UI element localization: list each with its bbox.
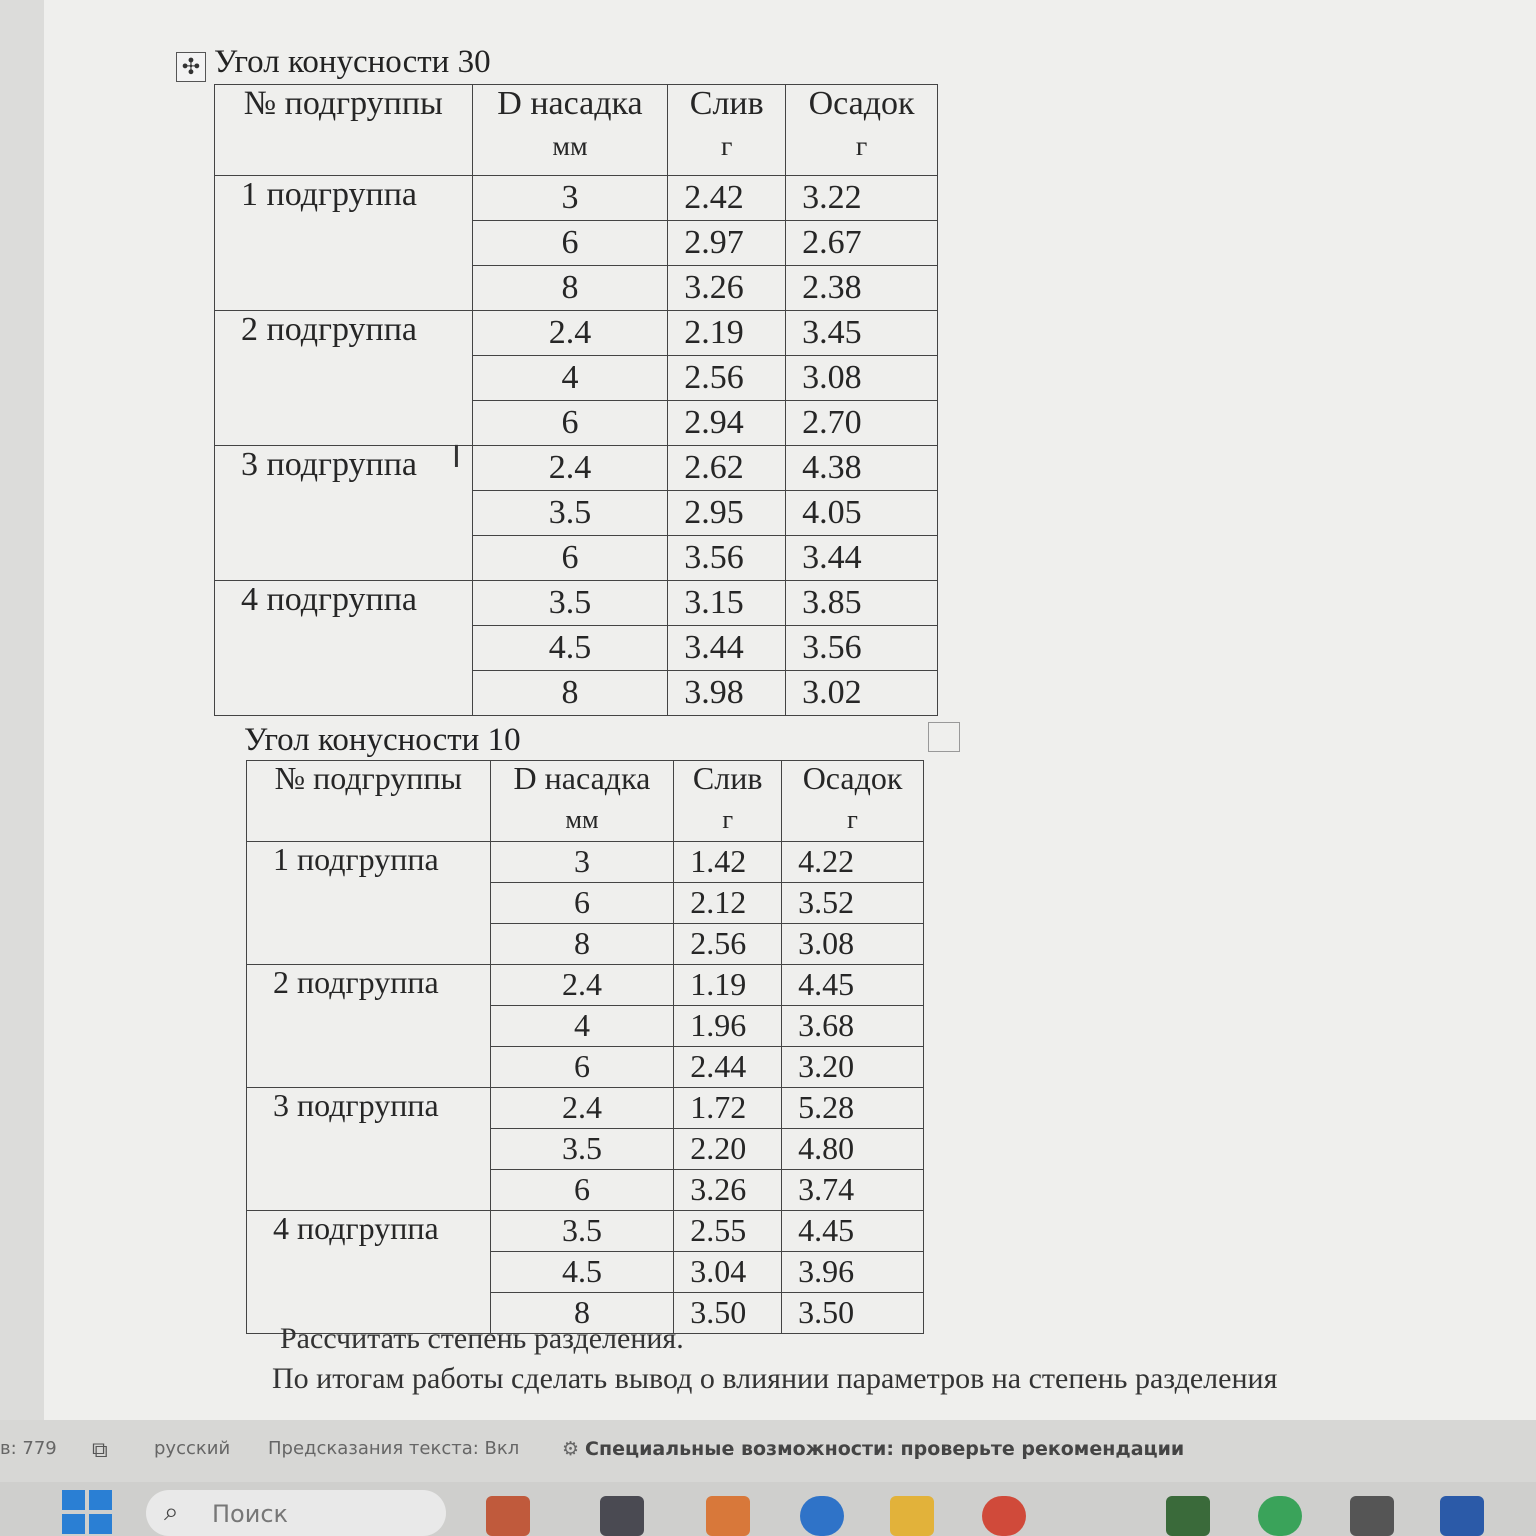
diameter-cell[interactable]: 2.4 [472, 311, 668, 356]
header-diameter-unit: мм [552, 131, 588, 163]
header-sediment-unit: г [847, 805, 858, 835]
sediment-cell[interactable]: 4.38 [786, 446, 938, 491]
word-app-icon[interactable] [1440, 1496, 1484, 1536]
table-header-row [215, 85, 938, 176]
diameter-cell[interactable]: 8 [472, 266, 668, 311]
header-sediment-cell[interactable] [782, 761, 924, 842]
sediment-cell[interactable]: 4.22 [782, 842, 924, 883]
diameter-cell[interactable]: 3.5 [472, 491, 668, 536]
start-tile [62, 1490, 85, 1510]
word-count-indicator[interactable]: в: 779 [0, 1438, 57, 1459]
table-row [215, 446, 938, 491]
table-row [215, 311, 938, 356]
sediment-cell[interactable]: 3.74 [782, 1170, 924, 1211]
subgroup-label-cell[interactable]: 3 подгруппа [247, 1088, 491, 1211]
drain-cell[interactable]: 1.19 [674, 965, 782, 1006]
start-tile [89, 1514, 112, 1534]
taskbar-app-icon[interactable] [706, 1496, 750, 1536]
diameter-cell[interactable]: 4.5 [472, 626, 668, 671]
drain-cell[interactable]: 3.15 [668, 581, 786, 626]
header-drain-label: Слив [689, 85, 764, 122]
drain-cell[interactable]: 3.50 [674, 1293, 782, 1334]
subgroup-label-cell[interactable]: 4 подгруппа [247, 1211, 491, 1334]
sediment-cell[interactable]: 3.08 [786, 356, 938, 401]
header-diameter-unit: мм [565, 805, 599, 835]
language-indicator[interactable]: русский [154, 1438, 231, 1459]
drain-cell[interactable]: 2.56 [668, 356, 786, 401]
diameter-cell[interactable]: 2.4 [490, 965, 674, 1006]
sediment-cell[interactable]: 3.56 [786, 626, 938, 671]
sediment-cell[interactable]: 4.45 [782, 965, 924, 1006]
header-group-cell[interactable] [247, 761, 491, 842]
diameter-cell[interactable]: 8 [490, 1293, 674, 1334]
header-sediment-label: Осадок [808, 85, 915, 122]
drain-cell[interactable]: 1.96 [674, 1006, 782, 1047]
taskbar-app-icon[interactable] [486, 1496, 530, 1536]
diameter-cell[interactable]: 6 [490, 883, 674, 924]
accessibility-label: Специальные возможности: проверьте рекомендации [585, 1438, 1185, 1460]
taskbar-search-box[interactable] [146, 1490, 446, 1536]
word-status-bar [0, 1420, 1536, 1482]
diameter-cell[interactable]: 6 [472, 401, 668, 446]
table-row [215, 581, 938, 626]
sediment-cell[interactable]: 3.85 [786, 581, 938, 626]
header-group-label: № подгруппы [243, 85, 443, 122]
header-group-cell[interactable] [215, 85, 473, 176]
table-2 [246, 760, 924, 1334]
diameter-cell[interactable]: 6 [472, 221, 668, 266]
folder-icon[interactable] [890, 1496, 934, 1536]
drain-cell[interactable]: 1.42 [674, 842, 782, 883]
sediment-cell[interactable]: 2.67 [786, 221, 938, 266]
taskbar-search-label: Поиск [212, 1500, 289, 1528]
sediment-cell[interactable]: 2.70 [786, 401, 938, 446]
table-row [247, 1211, 924, 1252]
sediment-cell[interactable]: 3.20 [782, 1047, 924, 1088]
search-icon: ⌕ [164, 1497, 179, 1527]
header-drain-label: Слив [692, 760, 763, 796]
diameter-cell[interactable]: 3 [472, 176, 668, 221]
start-tile [89, 1490, 112, 1510]
drain-cell[interactable]: 2.55 [674, 1211, 782, 1252]
drain-cell[interactable]: 2.62 [668, 446, 786, 491]
drain-cell[interactable]: 2.44 [674, 1047, 782, 1088]
table-row [247, 842, 924, 883]
windows-start-icon[interactable] [62, 1490, 112, 1534]
diameter-cell[interactable]: 8 [472, 671, 668, 716]
header-group-label: № подгруппы [274, 760, 463, 796]
sediment-cell[interactable]: 3.96 [782, 1252, 924, 1293]
drain-cell[interactable]: 3.26 [668, 266, 786, 311]
header-diameter-cell[interactable] [472, 85, 668, 176]
sediment-cell[interactable]: 4.80 [782, 1129, 924, 1170]
taskbar-app-icon[interactable] [1166, 1496, 1210, 1536]
sediment-cell[interactable]: 3.52 [782, 883, 924, 924]
table-row [247, 1088, 924, 1129]
header-sediment-unit: г [855, 131, 868, 163]
diameter-cell[interactable]: 4.5 [490, 1252, 674, 1293]
table-end-marker [928, 722, 960, 752]
table-header-row [247, 761, 924, 842]
drain-cell[interactable]: 2.97 [668, 221, 786, 266]
sediment-cell[interactable]: 3.50 [782, 1293, 924, 1334]
table-1 [214, 84, 938, 716]
taskbar-app-icon[interactable] [800, 1496, 844, 1536]
header-drain-unit: г [721, 131, 733, 163]
accessibility-icon: ⚙ [562, 1438, 580, 1460]
sediment-cell[interactable]: 3.45 [786, 311, 938, 356]
header-diameter-label: D насадка [497, 85, 643, 122]
drain-cell[interactable]: 2.94 [668, 401, 786, 446]
header-drain-unit: г [722, 805, 734, 835]
table-row [247, 965, 924, 1006]
start-tile [62, 1514, 85, 1534]
sediment-cell[interactable]: 3.02 [786, 671, 938, 716]
header-diameter-label: D насадка [513, 760, 651, 796]
diameter-cell[interactable]: 3 [490, 842, 674, 883]
drain-cell[interactable]: 3.26 [674, 1170, 782, 1211]
page-left-gutter [0, 0, 44, 1420]
diameter-cell[interactable]: 6 [472, 536, 668, 581]
drain-cell[interactable]: 3.44 [668, 626, 786, 671]
subgroup-label-cell[interactable]: 4 подгруппа [215, 581, 473, 716]
taskbar-app-icon[interactable] [1350, 1496, 1394, 1536]
drain-cell[interactable]: 3.56 [668, 536, 786, 581]
drain-cell[interactable]: 3.04 [674, 1252, 782, 1293]
sediment-cell[interactable]: 3.44 [786, 536, 938, 581]
sediment-cell[interactable]: 2.38 [786, 266, 938, 311]
diameter-cell[interactable]: 8 [490, 924, 674, 965]
drain-cell[interactable]: 2.19 [668, 311, 786, 356]
diameter-cell[interactable]: 3.5 [490, 1211, 674, 1252]
text-predictions-indicator[interactable]: Предсказания текста: Вкл [268, 1438, 520, 1459]
drain-cell[interactable]: 2.56 [674, 924, 782, 965]
sediment-cell[interactable]: 4.05 [786, 491, 938, 536]
windows-taskbar [0, 1482, 1536, 1536]
accessibility-indicator[interactable] [562, 1438, 1184, 1460]
sediment-cell[interactable]: 3.22 [786, 176, 938, 221]
drain-cell[interactable]: 1.72 [674, 1088, 782, 1129]
header-drain-cell[interactable] [668, 85, 786, 176]
header-drain-cell[interactable] [674, 761, 782, 842]
table-2-caption: Угол конусности 10 [244, 722, 521, 758]
subgroup-label-cell[interactable]: 3 подгруппа [215, 446, 473, 581]
diameter-cell[interactable]: 6 [490, 1170, 674, 1211]
table-row [215, 176, 938, 221]
messenger-icon[interactable] [1258, 1496, 1302, 1536]
diameter-cell[interactable]: 2.4 [472, 446, 668, 491]
sediment-cell[interactable]: 3.08 [782, 924, 924, 965]
diameter-cell[interactable]: 2.4 [490, 1088, 674, 1129]
drain-cell[interactable]: 2.42 [668, 176, 786, 221]
diameter-cell[interactable]: 4 [472, 356, 668, 401]
header-diameter-cell[interactable] [490, 761, 674, 842]
diameter-cell[interactable]: 3.5 [472, 581, 668, 626]
drain-cell[interactable]: 2.12 [674, 883, 782, 924]
taskbar-app-icon[interactable] [600, 1496, 644, 1536]
header-sediment-label: Осадок [802, 760, 903, 796]
header-sediment-cell[interactable] [786, 85, 938, 176]
sediment-cell[interactable]: 4.45 [782, 1211, 924, 1252]
proofing-icon[interactable]: ⧉ [92, 1438, 108, 1463]
browser-icon[interactable] [982, 1496, 1026, 1536]
instruction-line-2: По итогам работы сделать вывод о влиянии параметров на степень разделения [272, 1362, 1278, 1395]
sediment-cell[interactable]: 3.68 [782, 1006, 924, 1047]
sediment-cell[interactable]: 5.28 [782, 1088, 924, 1129]
subgroup-label-cell[interactable]: 2 подгруппа [215, 311, 473, 446]
drain-cell[interactable]: 2.95 [668, 491, 786, 536]
subgroup-label-cell[interactable]: 1 подгруппа [215, 176, 473, 311]
table-1-caption: Угол конусности 30 [214, 44, 491, 80]
diameter-cell[interactable]: 4 [490, 1006, 674, 1047]
diameter-cell[interactable]: 6 [490, 1047, 674, 1088]
drain-cell[interactable]: 2.20 [674, 1129, 782, 1170]
diameter-cell[interactable]: 3.5 [490, 1129, 674, 1170]
drain-cell[interactable]: 3.98 [668, 671, 786, 716]
table-move-handle-icon[interactable]: ✣ [176, 52, 206, 82]
subgroup-label-cell[interactable]: 1 подгруппа [247, 842, 491, 965]
text-cursor-icon: I [452, 440, 461, 475]
instruction-line-1: Рассчитать степень разделения. [280, 1322, 684, 1355]
subgroup-label-cell[interactable]: 2 подгруппа [247, 965, 491, 1088]
